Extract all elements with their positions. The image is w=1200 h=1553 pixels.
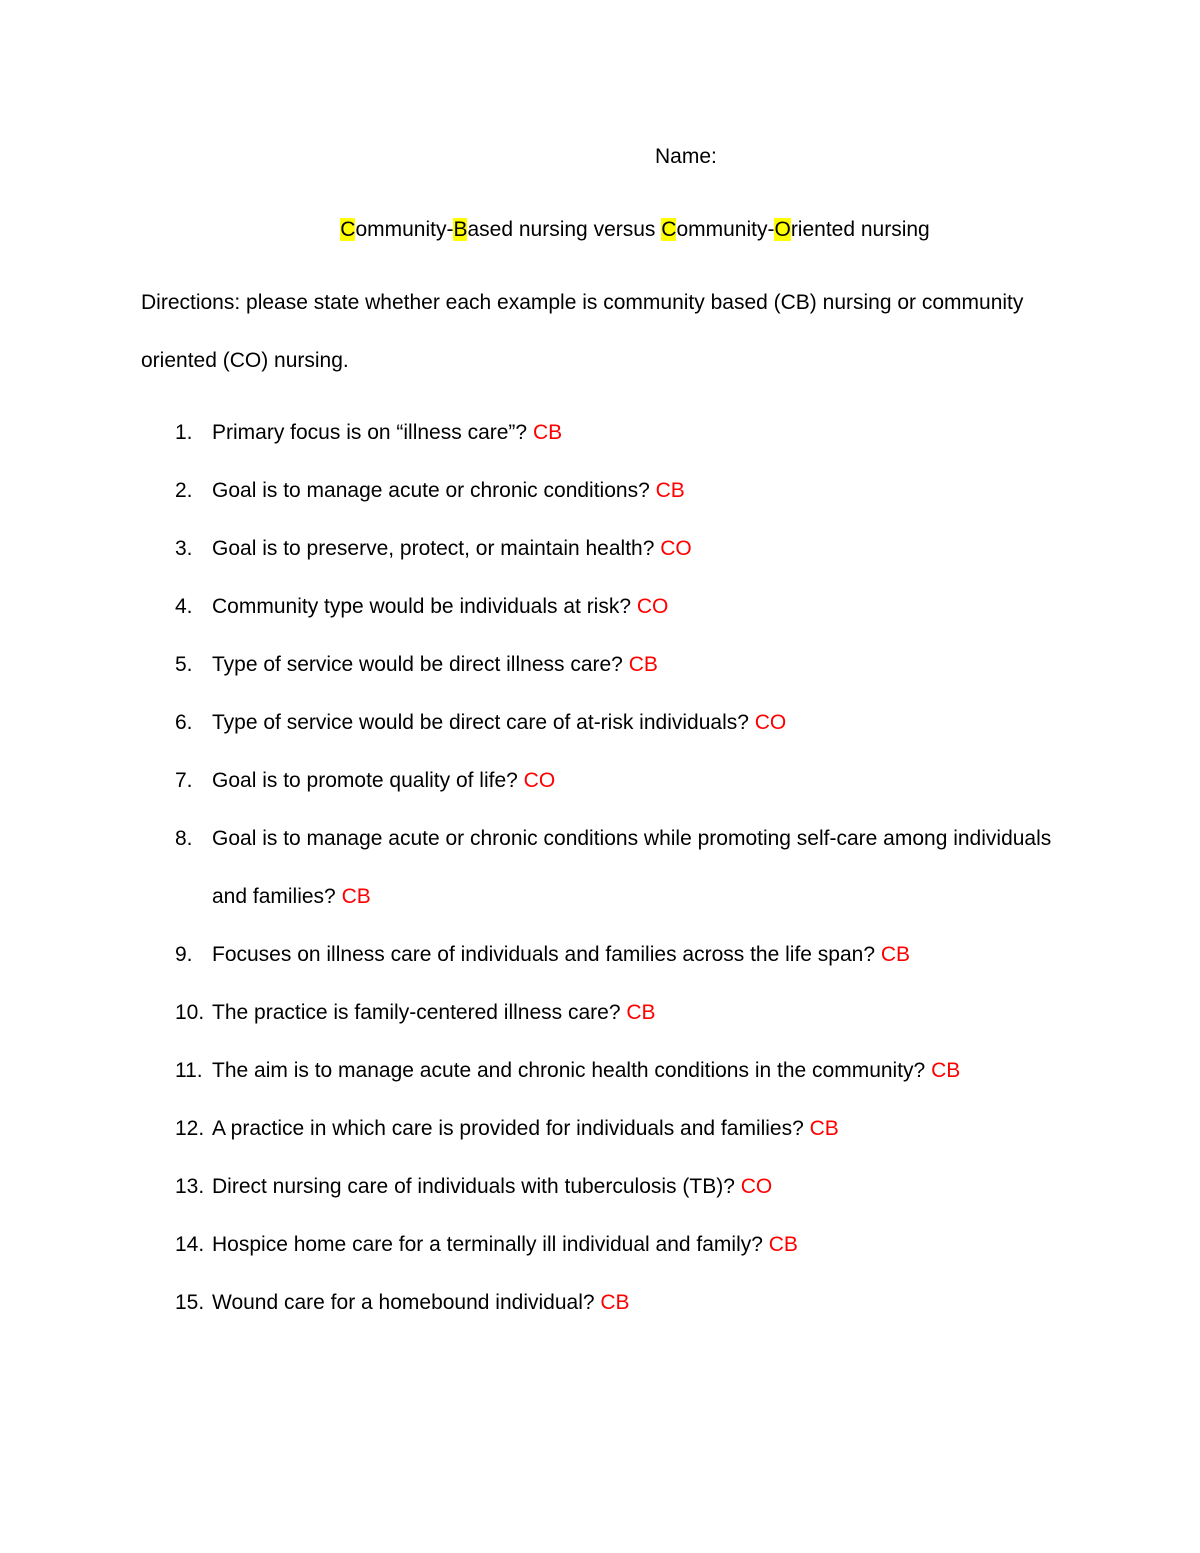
title-highlight-c2: C xyxy=(661,218,677,241)
question-text: Type of service would be direct care of at-risk individuals? xyxy=(212,711,755,734)
question-number: 12. xyxy=(175,1117,205,1140)
question-item xyxy=(175,520,1055,578)
answer-text: CO xyxy=(660,537,692,560)
answer-text: CB xyxy=(626,1001,656,1024)
question-item xyxy=(175,404,1055,462)
answer-text: CB xyxy=(600,1291,630,1314)
question-item xyxy=(175,462,1055,520)
title-text-3: ommunity- xyxy=(676,218,775,241)
question-item xyxy=(175,752,1055,810)
question-item xyxy=(175,1158,1055,1216)
question-number: 15. xyxy=(175,1291,205,1314)
question-item xyxy=(175,1216,1055,1274)
title-highlight-o: O xyxy=(774,218,791,241)
question-number: 14. xyxy=(175,1233,205,1256)
question-text: Primary focus is on “illness care”? xyxy=(212,421,533,444)
question-number: 8. xyxy=(175,827,193,850)
question-number: 9. xyxy=(175,943,193,966)
question-number: 5. xyxy=(175,653,193,676)
page-title xyxy=(0,216,1200,244)
answer-text: CB xyxy=(628,653,658,676)
question-item xyxy=(175,578,1055,636)
question-number: 1. xyxy=(175,421,193,444)
answer-text: CB xyxy=(655,479,685,502)
question-number: 2. xyxy=(175,479,193,502)
question-number: 6. xyxy=(175,711,193,734)
question-number: 13. xyxy=(175,1175,205,1198)
question-item xyxy=(175,1100,1055,1158)
answer-text: CB xyxy=(341,885,371,908)
question-item xyxy=(175,1042,1055,1100)
title-text-2: ased nursing versus xyxy=(467,218,662,241)
question-text: Goal is to manage acute or chronic conditions? xyxy=(212,479,656,502)
title-text-1: ommunity- xyxy=(355,218,454,241)
answer-text: CB xyxy=(768,1233,798,1256)
question-text: The practice is family-centered illness care? xyxy=(212,1001,627,1024)
question-number: 7. xyxy=(175,769,193,792)
answer-text: CO xyxy=(636,595,669,618)
question-item xyxy=(175,926,1055,984)
question-text: Goal is to preserve, protect, or maintain health? xyxy=(212,537,661,560)
question-text: Type of service would be direct illness care? xyxy=(212,653,629,676)
question-item xyxy=(175,810,1055,926)
question-item xyxy=(175,694,1055,752)
question-text: Wound care for a homebound individual? xyxy=(212,1291,601,1314)
answer-text: CO xyxy=(754,711,787,734)
question-text: Hospice home care for a terminally ill individual and family? xyxy=(212,1233,769,1256)
title-highlight-c1: C xyxy=(340,218,356,241)
question-item xyxy=(175,636,1055,694)
question-number: 11. xyxy=(175,1059,203,1082)
question-list xyxy=(175,404,1055,1332)
question-number: 4. xyxy=(175,595,193,618)
question-number: 3. xyxy=(175,537,193,560)
question-text: The aim is to manage acute and chronic health conditions in the community? xyxy=(212,1059,932,1082)
title-text-4: riented nursing xyxy=(790,218,930,241)
directions-text: Directions: please state whether each example is community based (CB) nursing or community oriented (CO) nursing. xyxy=(141,291,1024,372)
answer-text: CO xyxy=(740,1175,773,1198)
title-highlight-b: B xyxy=(453,218,468,241)
name-label: Name: xyxy=(655,145,717,168)
answer-text: CO xyxy=(523,769,556,792)
question-text: A practice in which care is provided for individuals and families? xyxy=(212,1117,810,1140)
question-text: Goal is to promote quality of life? xyxy=(212,769,524,792)
question-text: Focuses on illness care of individuals and families across the life span? xyxy=(212,943,881,966)
question-text: Direct nursing care of individuals with tuberculosis (TB)? xyxy=(212,1175,741,1198)
question-number: 10. xyxy=(175,1001,205,1024)
answer-text: CB xyxy=(880,943,911,966)
question-item xyxy=(175,984,1055,1042)
question-text: Goal is to manage acute or chronic conditions while promoting self-care among individuals and families? xyxy=(212,827,1052,908)
answer-text: CB xyxy=(809,1117,839,1140)
question-item xyxy=(175,1274,1055,1332)
question-text: Community type would be individuals at risk? xyxy=(212,595,637,618)
answer-text: CB xyxy=(532,421,563,444)
answer-text: CB xyxy=(931,1059,961,1082)
